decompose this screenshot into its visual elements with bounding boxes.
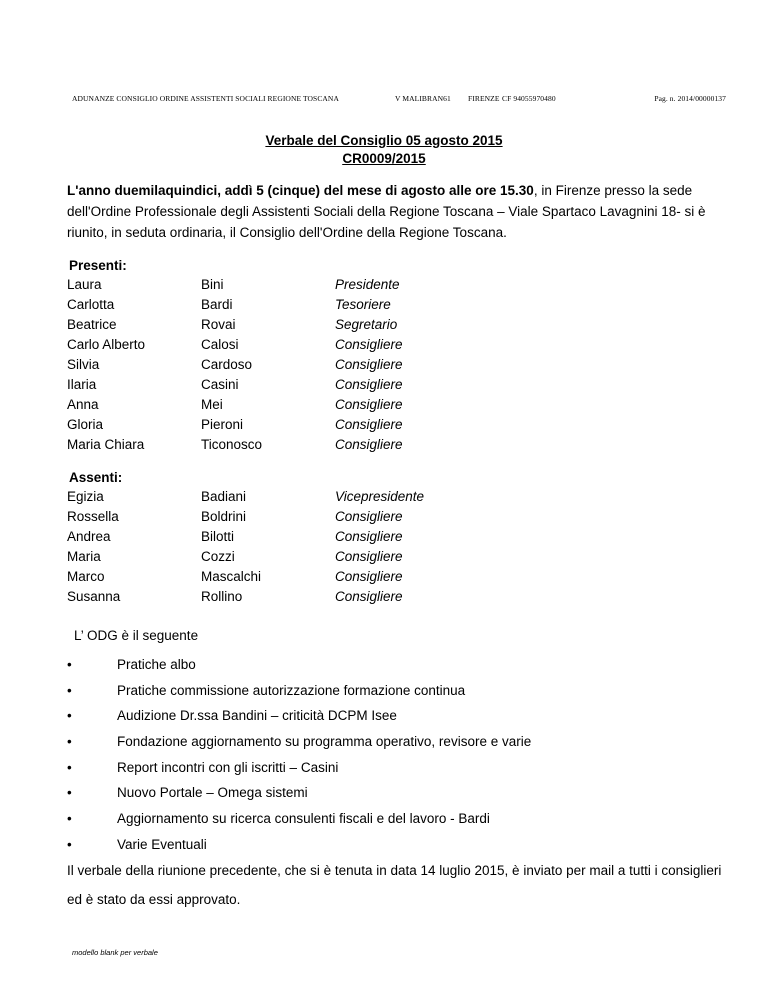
member-last-name: Bini <box>201 277 224 292</box>
footer-note: modello blank per verbale <box>72 948 158 957</box>
member-role: Consigliere <box>335 337 403 352</box>
member-last-name: Cardoso <box>201 357 253 372</box>
member-last-name: Mei <box>201 397 223 412</box>
list-item-text: Fondazione aggiornamento su programma operativo, revisore e varie <box>117 734 532 750</box>
member-last-name: Ticonosco <box>201 437 263 452</box>
member-first-name: Silvia <box>67 357 100 372</box>
member-first-name: Susanna <box>67 589 121 604</box>
presenti-label: Presenti: <box>69 258 127 273</box>
bullet-icon: • <box>67 759 72 775</box>
header-tax-code: CF 94055970480 <box>502 94 556 103</box>
closing-paragraph: Il verbale della riunione precedente, che si è tenuta in data 14 luglio 2015, è inviato per mail a tutti i consiglieri ed è stato da essi approvato. <box>67 863 722 907</box>
member-first-name: Maria Chiara <box>67 437 145 452</box>
bullet-icon: • <box>67 785 72 801</box>
member-first-name: Gloria <box>67 417 104 432</box>
bullet-icon: • <box>67 708 72 724</box>
bullet-icon: • <box>67 836 72 852</box>
member-last-name: Pieroni <box>201 417 244 432</box>
member-role: Consigliere <box>335 357 403 372</box>
header-address: V MALIBRAN61 <box>395 94 451 103</box>
list-item-text: Nuovo Portale – Omega sistemi <box>117 785 308 801</box>
member-first-name: Carlo Alberto <box>67 337 146 352</box>
member-role: Consigliere <box>335 589 403 604</box>
bullet-icon: • <box>67 682 72 698</box>
member-first-name: Ilaria <box>67 377 97 392</box>
intro-paragraph <box>67 180 707 243</box>
bullet-icon: • <box>67 657 72 672</box>
member-role: Tesoriere <box>335 297 391 312</box>
member-role: Consigliere <box>335 549 403 564</box>
member-role: Consigliere <box>335 437 403 452</box>
header-city: FIRENZE <box>468 94 500 103</box>
member-last-name: Casini <box>201 377 239 392</box>
member-last-name: Calosi <box>201 337 239 352</box>
member-role: Consigliere <box>335 417 403 432</box>
title-line-1: Verbale del Consiglio 05 agosto 2015 <box>265 133 503 148</box>
member-last-name: Boldrini <box>201 509 247 524</box>
member-first-name: Egizia <box>67 489 104 504</box>
intro-bold: L'anno duemilaquindici, addì 5 (cinque) del mese di agosto alle ore 15.30 <box>67 183 534 198</box>
list-item-text: Report incontri con gli iscritti – Casini <box>117 759 339 775</box>
header-organization: ADUNANZE CONSIGLIO ORDINE ASSISTENTI SOCIALI REGIONE TOSCANA <box>72 94 339 103</box>
member-last-name: Bardi <box>201 297 233 312</box>
member-first-name: Marco <box>67 569 105 584</box>
member-first-name: Laura <box>67 277 102 292</box>
member-last-name: Bilotti <box>201 529 235 544</box>
member-last-name: Badiani <box>201 489 247 504</box>
header-page-number: Pag. n. 2014/00000137 <box>654 94 726 103</box>
member-role: Consigliere <box>335 377 403 392</box>
member-last-name: Cozzi <box>201 549 235 564</box>
member-first-name: Andrea <box>67 529 111 544</box>
list-item-text: Pratiche commissione autorizzazione formazione continua <box>117 682 466 698</box>
member-last-name: Rollino <box>201 589 243 604</box>
assenti-label: Assenti: <box>69 470 123 485</box>
member-first-name: Anna <box>67 397 99 412</box>
list-item-text: Audizione Dr.ssa Bandini – criticità DCPM Isee <box>117 708 397 724</box>
member-role: Segretario <box>335 317 398 332</box>
member-first-name: Rossella <box>67 509 119 524</box>
list-item-text: Aggiornamento su ricerca consulenti fiscali e del lavoro - Bardi <box>117 811 490 827</box>
member-role: Consigliere <box>335 397 403 412</box>
member-role: Consigliere <box>335 529 403 544</box>
member-role: Presidente <box>335 277 400 292</box>
title-line-2: CR0009/2015 <box>342 151 426 166</box>
member-first-name: Carlotta <box>67 297 115 312</box>
member-role: Consigliere <box>335 569 403 584</box>
member-role: Consigliere <box>335 509 403 524</box>
member-last-name: Mascalchi <box>201 569 262 584</box>
odg-title: L’ ODG è il seguente <box>74 628 199 643</box>
intro-rest: , in Firenze presso la sede dell'Ordine Professionale degli Assistenti Sociali della Regione Toscana – Viale Spartaco Lavagnini 18- si è riunito, in seduta ordinaria, il Consiglio dell'Ordine della Regione Toscana. <box>67 183 706 240</box>
list-item-text: Varie Eventuali <box>117 836 207 852</box>
document-title <box>0 132 768 168</box>
list-item-text: Pratiche albo <box>117 657 196 672</box>
member-last-name: Rovai <box>201 317 236 332</box>
bullet-icon: • <box>67 811 72 827</box>
member-first-name: Maria <box>67 549 101 564</box>
bullet-icon: • <box>67 734 72 750</box>
member-role: Vicepresidente <box>335 489 425 504</box>
member-first-name: Beatrice <box>67 317 117 332</box>
